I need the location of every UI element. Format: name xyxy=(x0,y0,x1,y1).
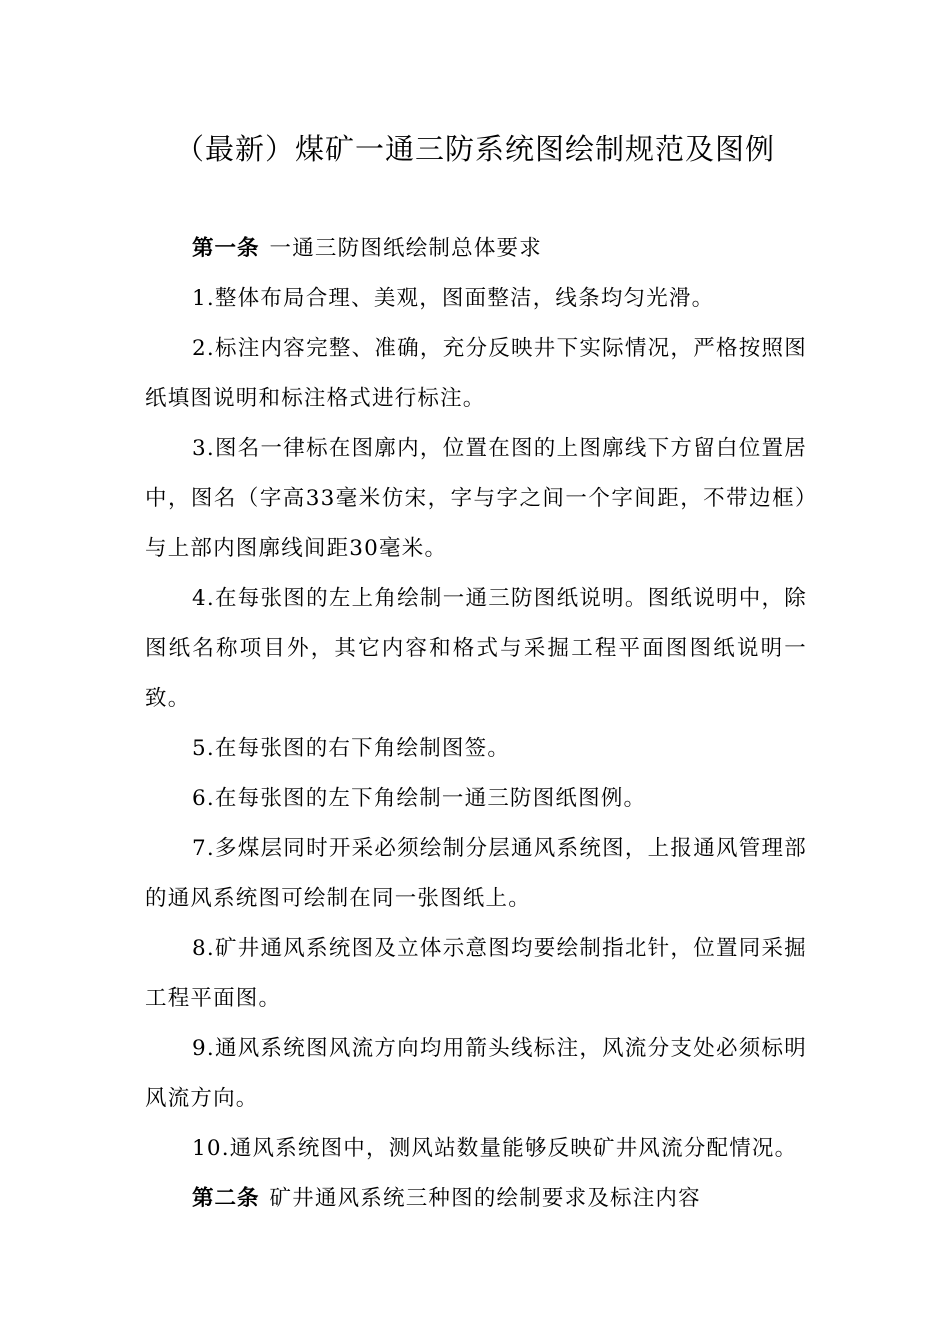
list-item: 10.通风系统图中，测风站数量能够反映矿井风流分配情况。 xyxy=(192,1136,798,1161)
section-title-1: 一通三防图纸绘制总体要求 xyxy=(269,236,542,261)
list-item: 8.矿井通风系统图及立体示意图均要绘制指北针，位置同采掘工程平面图。 xyxy=(145,936,807,1011)
document-body xyxy=(145,224,807,1224)
list-item: 7.多煤层同时开采必须绘制分层通风系统图，上报通风管理部的通风系统图可绘制在同一张图纸上。 xyxy=(145,836,807,911)
section-label-1: 第一条 xyxy=(192,236,260,261)
section-heading-1 xyxy=(145,224,807,274)
list-item: 2.标注内容完整、准确，充分反映井下实际情况，严格按照图纸填图说明和标注格式进行标注。 xyxy=(145,336,807,411)
list-item: 1.整体布局合理、美观，图面整洁，线条均匀光滑。 xyxy=(192,286,715,311)
document-title: （最新）煤矿一通三防系统图绘制规范及图例 xyxy=(174,132,775,166)
list-item: 4.在每张图的左上角绘制一通三防图纸说明。图纸说明中，除图纸名称项目外，其它内容和格式与采掘工程平面图图纸说明一致。 xyxy=(145,586,807,711)
list-item: 9.通风系统图风流方向均用箭头线标注，风流分支处必须标明风流方向。 xyxy=(145,1036,807,1111)
list-item: 6.在每张图的左下角绘制一通三防图纸图例。 xyxy=(192,786,647,811)
list-item: 3.图名一律标在图廓内，位置在图的上图廓线下方留白位置居中，图名（字高33毫米仿宋，字与字之间一个字间距，不带边框）与上部内图廓线间距30毫米。 xyxy=(145,436,807,561)
list-item: 5.在每张图的右下角绘制图签。 xyxy=(192,736,511,761)
section-label-2: 第二条 xyxy=(192,1186,260,1211)
section-title-2: 矿井通风系统三种图的绘制要求及标注内容 xyxy=(269,1186,701,1211)
section-heading-2 xyxy=(145,1174,807,1224)
